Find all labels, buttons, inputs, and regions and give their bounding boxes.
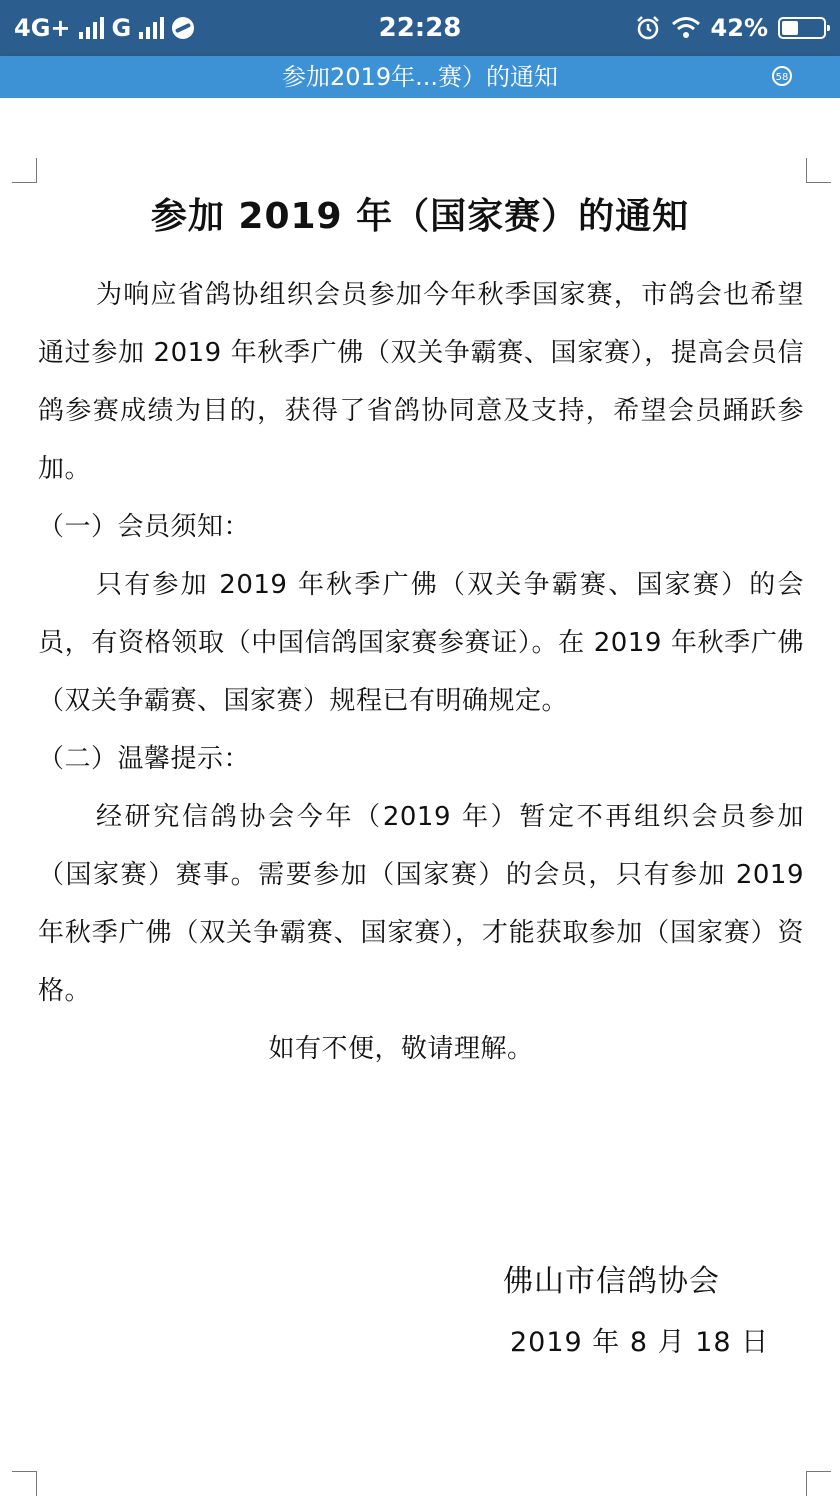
- network-type-label: 4G+: [14, 14, 71, 42]
- page-title: 参加2019年...赛）的通知: [282, 63, 558, 91]
- alarm-icon: [635, 15, 661, 41]
- paragraph-reminder: 经研究信鸽协会今年（2019 年）暂定不再组织会员参加（国家赛）赛事。需要参加（国家赛）的会员，只有参加 2019 年秋季广佛（双关争霸赛、国家赛），才能获取参加（国家赛）资格。: [38, 802, 804, 1006]
- browser-icon: [172, 17, 194, 39]
- battery-percent: 42%: [710, 14, 768, 42]
- signature-date: 2019 年 8 月 18 日: [510, 1327, 770, 1358]
- page-corner-mark: [806, 1471, 831, 1496]
- signal-strength-icon: [79, 17, 104, 39]
- page-corner-mark: [12, 158, 37, 183]
- signal-strength-icon-2: [139, 17, 164, 39]
- status-bar-left: [14, 0, 194, 56]
- clock-time: 22:28: [378, 13, 462, 43]
- document-body: [38, 266, 804, 1078]
- section-heading-2: （二）温馨提示：: [38, 744, 251, 774]
- signature-organization: 佛山市信鸽协会: [503, 1264, 720, 1299]
- page-corner-mark: [806, 158, 831, 183]
- document-page: [0, 98, 840, 1493]
- status-bar-right: [635, 0, 826, 56]
- battery-icon: [778, 17, 826, 39]
- status-bar: [0, 0, 840, 56]
- section-heading-1: （一）会员须知：: [38, 512, 251, 542]
- page-corner-mark: [12, 1471, 37, 1496]
- closing-line: 如有不便，敬请理解。: [268, 1034, 534, 1064]
- paragraph-intro: 为响应省鸽协组织会员参加今年秋季国家赛，市鸽会也希望通过参加 2019 年秋季广佛（双关争霸赛、国家赛），提高会员信鸽参赛成绩为目的，获得了省鸽协同意及支持，希望会员踊跃参加。: [38, 280, 804, 484]
- paragraph-member-notice: 只有参加 2019 年秋季广佛（双关争霸赛、国家赛）的会员，有资格领取（中国信鸽国家赛参赛证）。在 2019 年秋季广佛（双关争霸赛、国家赛）规程已有明确规定。: [38, 570, 804, 716]
- notification-badge[interactable]: 58: [772, 66, 792, 86]
- app-title-bar: [0, 56, 840, 98]
- network-type-label-2: G: [111, 14, 132, 42]
- wifi-icon: [671, 16, 701, 40]
- document-title: 参加 2019 年（国家赛）的通知: [150, 196, 690, 237]
